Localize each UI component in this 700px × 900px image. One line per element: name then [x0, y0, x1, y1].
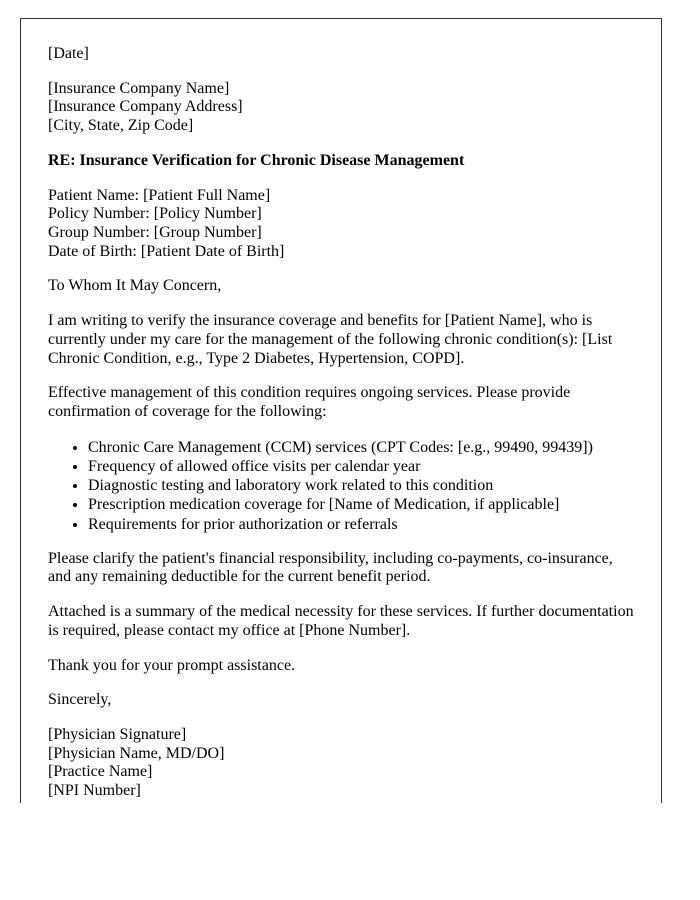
subject-line: RE: Insurance Verification for Chronic Disease Management	[48, 151, 465, 169]
thanks-paragraph: Thank you for your prompt assistance.	[48, 656, 296, 674]
salutation: To Whom It May Concern,	[48, 277, 222, 295]
recipient-company-address: [Insurance Company Address]	[48, 98, 243, 116]
physician-signature-line: [Physician Signature]	[48, 726, 187, 744]
recipient-city-state-zip: [City, State, Zip Code]	[48, 117, 194, 135]
physician-name-line: [Physician Name, MD/DO]	[48, 744, 225, 762]
attachment-paragraph: Attached is a summary of the medical necessity for these services. If further documentation is required, please contact my office at [Phone Number].	[48, 603, 634, 639]
financial-paragraph: Please clarify the patient's financial responsibility, including co-payments, co-insurance, and any remaining deductible for the current benefit period.	[48, 549, 613, 586]
coverage-list	[48, 438, 634, 534]
date-line	[48, 45, 634, 64]
coverage-item-prior-authorization: • Requirements for prior authorization or referrals	[88, 515, 634, 534]
coverage-item-office-visits: • Frequency of allowed office visits per calendar year	[88, 457, 634, 476]
letter-page	[20, 18, 662, 803]
recipient-block	[48, 80, 634, 136]
recipient-company-name: [Insurance Company Name]	[48, 79, 230, 97]
practice-name-line: [Practice Name]	[48, 763, 153, 781]
coverage-intro-paragraph: Effective management of this condition requires ongoing services. Please provide confirmation of coverage for the following:	[48, 384, 571, 421]
npi-number-line: [NPI Number]	[48, 782, 141, 800]
coverage-item-ccm: • Chronic Care Management (CCM) services (CPT Codes: [e.g., 99490, 99439])	[88, 438, 634, 457]
patient-name-line: Patient Name: [Patient Full Name]	[48, 186, 271, 204]
patient-info-block	[48, 187, 634, 262]
date-placeholder: [Date]	[48, 45, 89, 62]
coverage-item-diagnostic-testing: • Diagnostic testing and laboratory work related to this condition	[88, 476, 634, 495]
coverage-item-prescription: • Prescription medication coverage for [Name of Medication, if applicable]	[88, 495, 634, 514]
patient-policy-line: Policy Number: [Policy Number]	[48, 205, 262, 223]
signature-block	[48, 726, 634, 801]
patient-dob-line: Date of Birth: [Patient Date of Birth]	[48, 242, 285, 260]
intro-paragraph: I am writing to verify the insurance coverage and benefits for [Patient Name], who is currently under my care for the management of the following chronic condition(s): [List Chronic Condition, e.g., Type 2 Diabetes, Hypertension, COPD].	[48, 312, 613, 367]
closing-line: Sincerely,	[48, 691, 112, 709]
patient-group-line: Group Number: [Group Number]	[48, 224, 262, 242]
